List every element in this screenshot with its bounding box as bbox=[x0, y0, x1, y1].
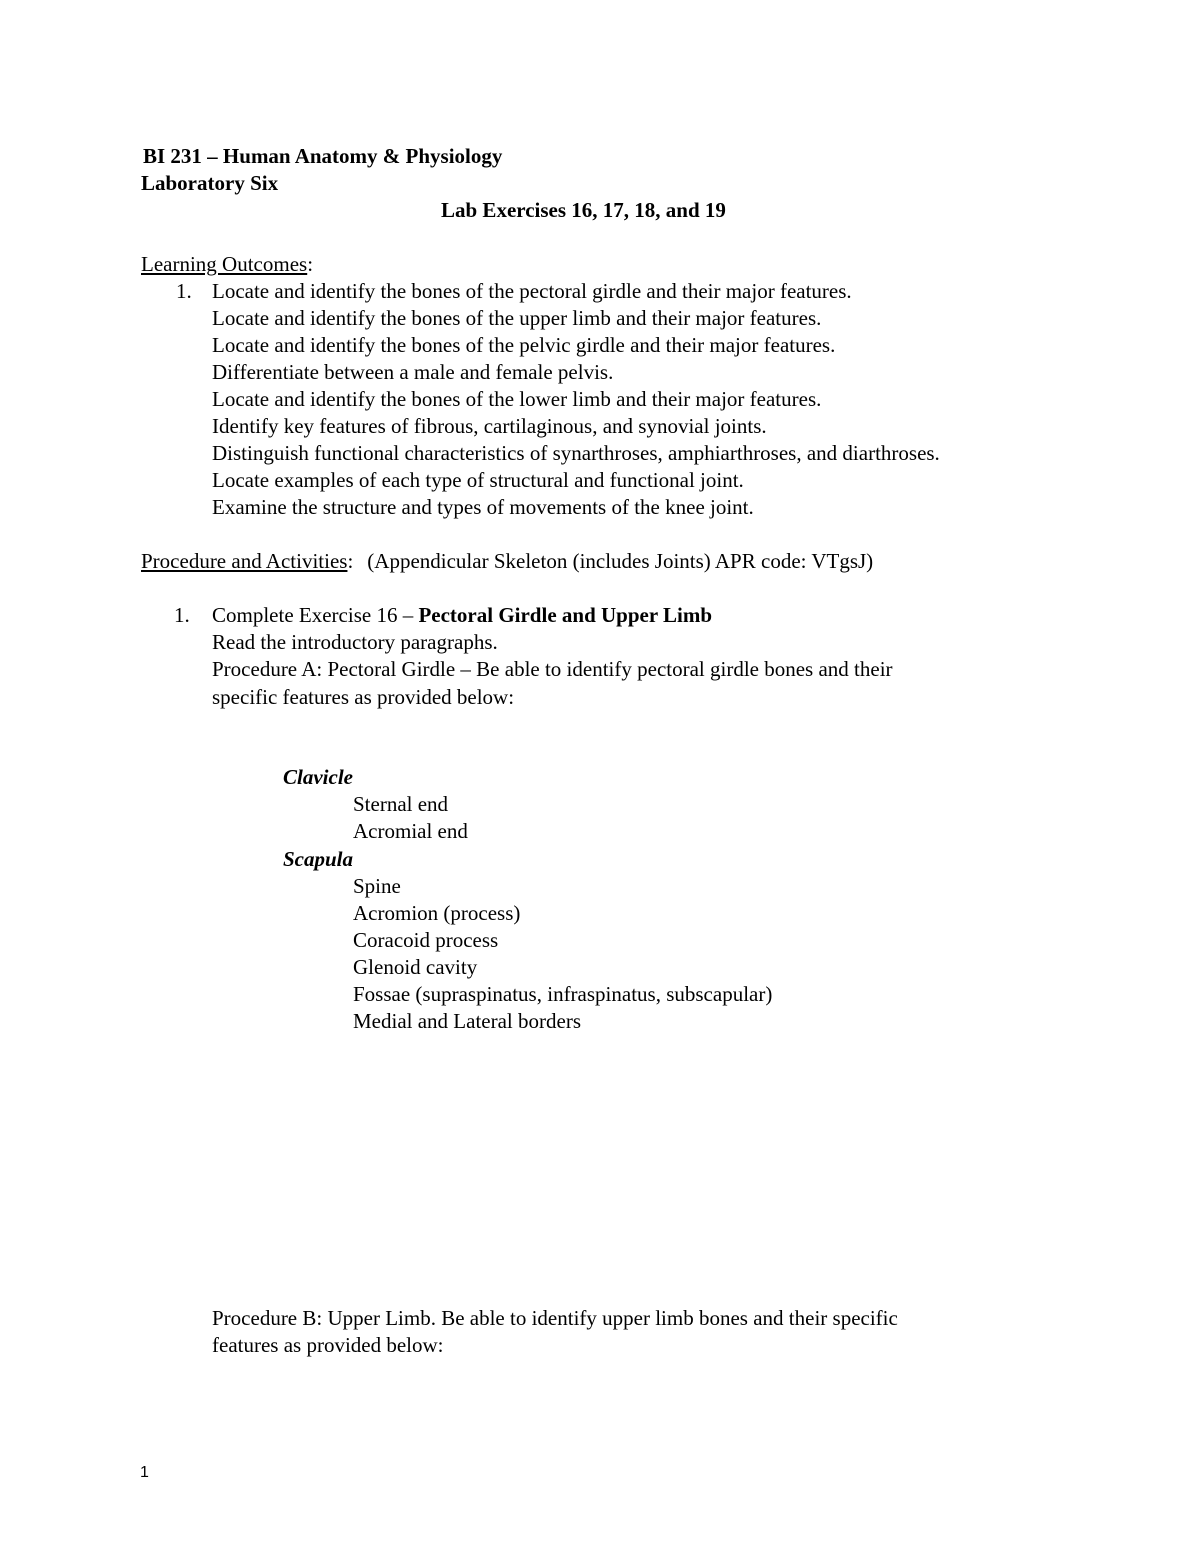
outcome-item: Locate and identify the bones of the lower limb and their major features. bbox=[212, 387, 822, 411]
clavicle-feature: Acromial end bbox=[353, 819, 468, 843]
procedure-heading bbox=[141, 548, 873, 575]
procedure-b-line1: Procedure B: Upper Limb. Be able to identify upper limb bones and their specific bbox=[212, 1306, 898, 1330]
scapula-feature: Coracoid process bbox=[353, 928, 499, 952]
exercise-step-prefix: Complete Exercise 16 – bbox=[212, 603, 419, 627]
scapula-feature: Glenoid cavity bbox=[353, 955, 478, 979]
outcome-item: Examine the structure and types of movements of the knee joint. bbox=[212, 495, 754, 519]
outcome-item: Differentiate between a male and female pelvis. bbox=[212, 360, 614, 384]
exercises-title: Lab Exercises 16, 17, 18, and 19 bbox=[441, 198, 726, 222]
procedure-a-line2: specific features as provided below: bbox=[212, 685, 515, 709]
step-number: 1. bbox=[174, 603, 190, 627]
scapula-feature: Medial and Lateral borders bbox=[353, 1009, 581, 1033]
apr-note: (Appendicular Skeleton (includes Joints) APR code: VTgsJ) bbox=[367, 549, 874, 573]
outcome-list-number: 1. bbox=[176, 279, 192, 303]
scapula-feature: Fossae (supraspinatus, infraspinatus, subscapular) bbox=[353, 982, 773, 1006]
clavicle-heading: Clavicle bbox=[283, 765, 353, 789]
procedure-heading-text: Procedure and Activities bbox=[141, 549, 348, 573]
procedure-heading-colon: : bbox=[347, 549, 354, 573]
scapula-feature: Acromion (process) bbox=[353, 901, 521, 925]
clavicle-feature: Sternal end bbox=[353, 792, 449, 816]
learning-outcomes-heading-text: Learning Outcomes bbox=[141, 252, 308, 276]
scapula-heading: Scapula bbox=[283, 847, 354, 871]
lab-title: Laboratory Six bbox=[141, 171, 279, 195]
learning-outcomes-colon: : bbox=[307, 252, 314, 276]
outcome-item: Identify key features of fibrous, cartilaginous, and synovial joints. bbox=[212, 414, 767, 438]
read-intro: Read the introductory paragraphs. bbox=[212, 630, 498, 654]
outcome-item: Distinguish functional characteristics of synarthroses, amphiarthroses, and diarthroses. bbox=[212, 441, 940, 465]
exercise-step-title: Pectoral Girdle and Upper Limb bbox=[418, 603, 713, 627]
outcome-item: Locate examples of each type of structural and functional joint. bbox=[212, 468, 744, 492]
course-title: BI 231 – Human Anatomy & Physiology bbox=[143, 144, 503, 168]
outcome-item: Locate and identify the bones of the pectoral girdle and their major features. bbox=[212, 279, 852, 303]
learning-outcomes-heading bbox=[141, 251, 313, 278]
exercise-step bbox=[212, 602, 712, 629]
procedure-b-line2: features as provided below: bbox=[212, 1333, 444, 1357]
outcome-item: Locate and identify the bones of the pelvic girdle and their major features. bbox=[212, 333, 836, 357]
page-number: 1 bbox=[140, 1464, 149, 1481]
scapula-feature: Spine bbox=[353, 874, 401, 898]
outcome-item: Locate and identify the bones of the upper limb and their major features. bbox=[212, 306, 822, 330]
procedure-a-line1: Procedure A: Pectoral Girdle – Be able to identify pectoral girdle bones and their bbox=[212, 657, 893, 681]
